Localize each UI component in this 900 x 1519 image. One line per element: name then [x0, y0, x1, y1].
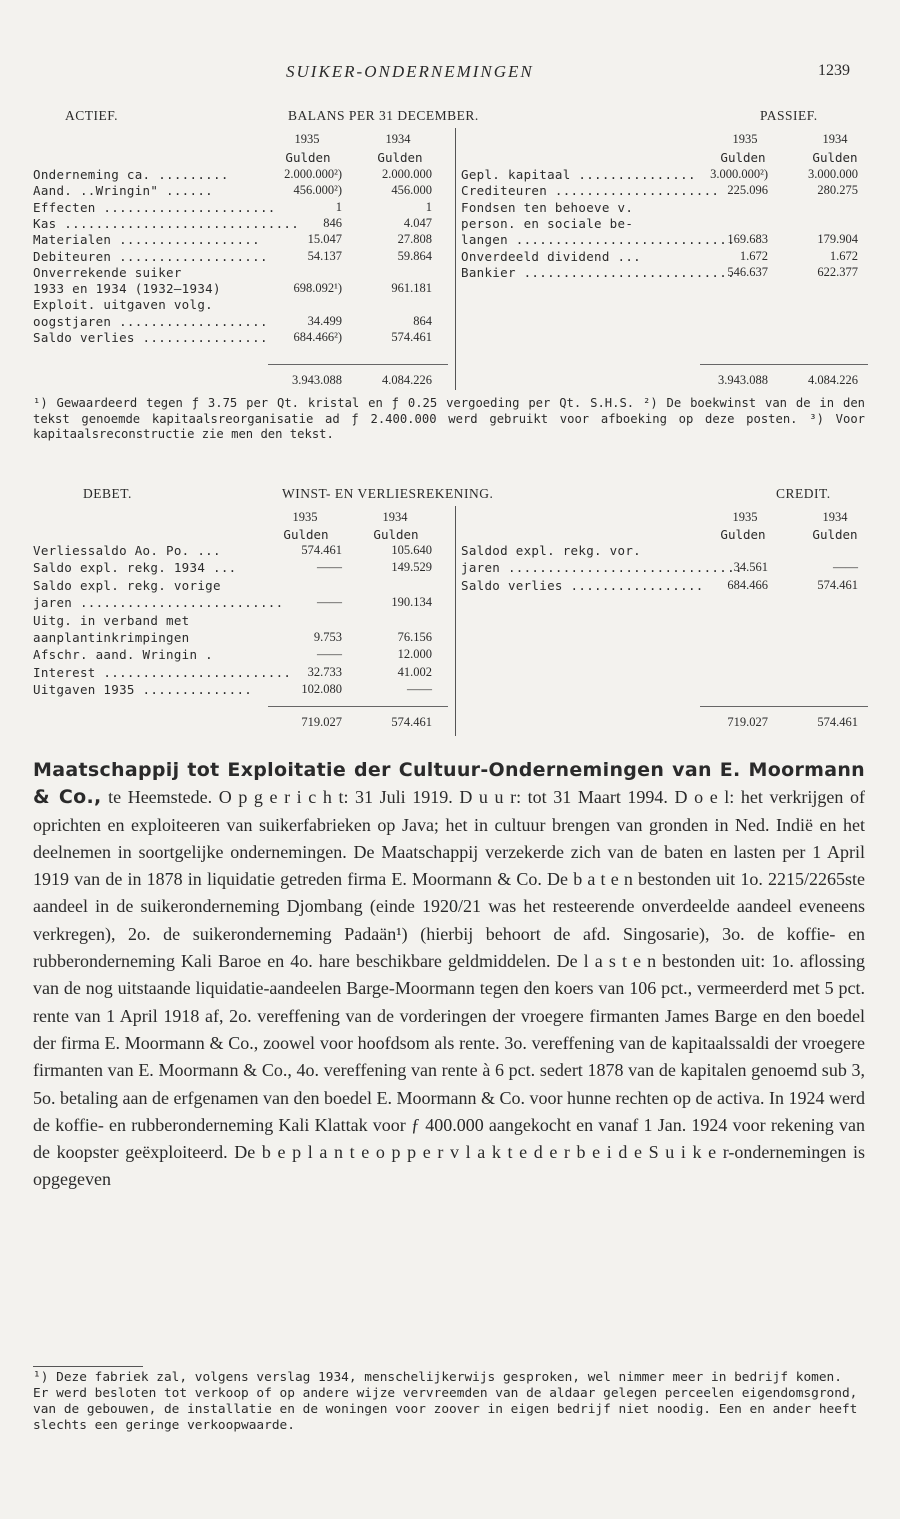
passiva-row-label: langen ............................: [461, 232, 735, 248]
debet-row-value-1935: 102.080: [301, 682, 342, 697]
passiva-row-label: Bankier ...........................: [461, 264, 735, 280]
debet-row-label: aanplantinkrimpingen: [33, 630, 190, 645]
debet-row-label: Uitg. in verband met: [33, 612, 190, 628]
activa-row-value-1934: 1: [425, 199, 432, 214]
activa-row-value-1934: 864: [413, 313, 432, 328]
credit-row-label: Saldod expl. rekg. vor.: [461, 543, 641, 558]
activa-unit-1935: Gulden: [285, 150, 331, 165]
activa-total-rule: [268, 364, 448, 365]
article-text: te Heemstede. O p g e r i c h t: 31 Juli 1919. D u u r: tot 31 Maart 1994. D o e l: het verkrijgen of oprichten en exploiteeren van suikerfabrieken op Java; het in cultuur brengen van gronden in Ned. Indië en het deelnemen in soortgelijke ondernemingen. De Maatschappij verzekerde zich van de baten en lasten per 1 April 1919 van de in 1878 in liquidatie getreden firma E. Moormann & Co. De b a t e n bestonden uit 1o. 2215/2265ste aandeel in de suikeronderneming Djombang (einde 1920/21 was het resteerende onverdeelde aandeel eveneens verkregen), 2o. de suikeronderneming Padaän¹) (hierbij behoort de afd. Singosarie), 3o. de koffie- en rubberonderneming Kali Baroe en 4o. hare beschikbare geldmiddelen. De l a s t e n bestonden uit: 1o. aflossing van de nog uitstaande liquidatie-aandeelen Barge-Moormann tegen den koers van 106 pct., vermeerderd met 5 pct. rente van 1 April 1918 af, 2o. vereffening van de vorderingen der vroegere firmanten James Barge en den boedel der firma E. Moormann & Co., zoowel voor hoofdsom als rente. 3o. vereffening van de kapitaalssaldi der vroegere firmanten van E. Moormann & Co., 4o. vereffening van rente à 6 pct. sedert 1878 van de kapitalen genoemd sub 3, 5o. betaling aan de erfgenamen van den boedel E. Moormann & Co. voor hunne rechten op de activa. In 1924 werd de koffie- en rubberonderneming Kali Klattak voor ƒ 400.000 aangekocht en vanaf 1 Jan. 1924 voor rekening van de koopster geëxploiteerd. De b e p l a n t e o p p e r v l a k t e d e r b e i d e S u i k e r-ondernemingen is opgegeven: [33, 787, 865, 1190]
debet-total-1935: 719.027: [301, 715, 342, 729]
credit-row-value-1935: 34.561: [733, 560, 768, 575]
balans-footnotes: ¹) Gewaardeerd tegen ƒ 3.75 per Qt. kristal en ƒ 0.25 vergoeding per Qt. S.H.S. ²) De boekwinst van de in den tekst genoemde kapitaalsreorganisatie ad ƒ 2.400.000 werd gebruikt voor afboeking op deze posten. ³) Voor kapitaalsreconstructie zie men den tekst.: [33, 396, 865, 441]
activa-row-label: Kas ..............................: [33, 215, 300, 231]
balans-title: BALANS PER 31 DECEMBER.: [288, 108, 479, 123]
debet-row-value-1934: 41.002: [397, 664, 432, 679]
credit-total-1934: 574.461: [817, 715, 858, 729]
passiva-total-1934: 4.084.226: [808, 373, 858, 387]
debet-row-value-1935: 574.461: [301, 543, 342, 557]
debet-row-value-1934: 76.156: [397, 630, 432, 644]
activa-row-label: Exploit. uitgaven volg.: [33, 297, 213, 313]
activa-row-label: Saldo verlies ................: [33, 330, 268, 345]
credit-total-rule: [700, 706, 868, 707]
activa-row-label: 1933 en 1934 (1932—1934): [33, 281, 221, 297]
debet-title: DEBET.: [83, 486, 132, 501]
debet-row-value-1935: ——: [317, 560, 342, 575]
activa-year-1935: 1935: [294, 132, 320, 146]
debet-row-label: Uitgaven 1935 ..............: [33, 682, 253, 698]
passief-title: PASSIEF.: [760, 108, 818, 123]
passiva-row-label: Onverdeeld dividend ...: [461, 248, 641, 264]
passiva-total-rule: [700, 364, 868, 365]
debet-row-value-1935: ——: [317, 647, 342, 662]
activa-row-label: Onderneming ca. .........: [33, 167, 229, 182]
article-footnote: ¹) Deze fabriek zal, volgens verslag 1934, menschelijkerwijs gesproken, wel nimmer meer in bedrijf komen. Er werd besloten tot verkoop of op andere wijze vervreemden van de aldaar gelegen perceelen eigendomsgrond, van de gebouwen, de installatie en de woningen voor zoover in eigen bedrijf niet noodig. Een en ander heeft slechts een geringe verkoopwaarde.: [33, 1370, 858, 1433]
activa-row-label: oogstjaren ...................: [33, 313, 268, 329]
passiva-row-label: Gepl. kapitaal ...............: [461, 167, 696, 182]
article-body: [33, 757, 865, 1194]
passiva-row-value-1935: 225.096: [727, 183, 768, 198]
activa-row-value-1935: 698.092¹): [293, 281, 342, 296]
passiva-row-value-1934: 3.000.000: [808, 167, 858, 181]
activa-year-1934: 1934: [385, 132, 411, 146]
debet-row-value-1934: 105.640: [391, 543, 432, 557]
page-number: 1239: [818, 62, 850, 79]
passiva-row-value-1935: 1.672: [739, 248, 768, 263]
passiva-unit-1934: Gulden: [812, 150, 858, 165]
activa-row-label: Debiteuren ...................: [33, 248, 268, 264]
passiva-row-value-1935: 3.000.000²): [710, 167, 768, 181]
credit-total-1935: 719.027: [727, 715, 768, 729]
passiva-row-label: Fondsen ten behoeve v.: [461, 199, 634, 215]
credit-row-label: jaren ..............................: [461, 560, 743, 576]
debet-unit-1934: Gulden: [373, 527, 419, 542]
debet-row-label: jaren ..........................: [33, 595, 284, 611]
activa-row-value-1934: 456.000: [391, 183, 432, 198]
debet-row-value-1934: 190.134: [391, 595, 432, 610]
credit-row-label: Saldo verlies .................: [461, 577, 704, 593]
debet-row-label: Verliessaldo Ao. Po. ...: [33, 543, 221, 558]
passiva-unit-1935: Gulden: [720, 150, 766, 165]
passiva-row-value-1934: 179.904: [817, 232, 858, 247]
debet-total-1934: 574.461: [391, 715, 432, 729]
activa-row-label: Aand. ..Wringin" ......: [33, 183, 213, 199]
activa-unit-1934: Gulden: [377, 150, 423, 165]
debet-total-rule: [268, 706, 448, 707]
winst-divider: [455, 506, 456, 736]
article-heading: Maatschappij tot Exploitatie der Cultuur-Ondernemingen van E. Moormann & Co.,: [33, 759, 865, 809]
credit-row-value-1934: ——: [833, 560, 858, 575]
balans-divider: [455, 128, 456, 390]
activa-total-1935: 3.943.088: [292, 373, 342, 387]
credit-title: CREDIT.: [776, 486, 831, 501]
activa-row-label: Materialen ..................: [33, 232, 260, 248]
activa-row-value-1934: 59.864: [397, 248, 432, 263]
debet-unit-1935: Gulden: [283, 527, 329, 542]
activa-row-value-1934: 961.181: [391, 281, 432, 296]
debet-row-label: Saldo expl. rekg. 1934 ...: [33, 560, 237, 576]
credit-row-value-1935: 684.466: [727, 577, 768, 592]
actief-title: ACTIEF.: [65, 108, 119, 123]
activa-row-label: Effecten ......................: [33, 199, 276, 215]
credit-unit-1935: Gulden: [720, 527, 766, 542]
activa-row-value-1935: 456.000²): [293, 183, 342, 198]
activa-row-value-1934: 574.461: [391, 330, 432, 344]
activa-row-label: Onverrekende suiker: [33, 264, 182, 280]
debet-row-value-1934: 149.529: [391, 560, 432, 575]
passiva-row-label: person. en sociale be-: [461, 215, 634, 231]
activa-row-value-1935: 54.137: [307, 248, 342, 263]
passiva-row-value-1934: 280.275: [817, 183, 858, 198]
credit-year-1935: 1935: [732, 510, 758, 524]
activa-row-value-1935: 2.000.000²): [284, 167, 342, 181]
activa-row-value-1935: 684.466²): [293, 330, 342, 344]
passiva-year-1934: 1934: [822, 132, 848, 146]
passiva-year-1935: 1935: [732, 132, 758, 146]
passiva-row-label: Crediteuren .....................: [461, 183, 720, 199]
credit-unit-1934: Gulden: [812, 527, 858, 542]
activa-row-value-1935: 1: [335, 199, 342, 214]
passiva-row-value-1935: 546.637: [727, 264, 768, 279]
debet-row-label: Interest ........................: [33, 664, 292, 680]
debet-row-value-1935: 32.733: [307, 664, 342, 679]
activa-total-1934: 4.084.226: [382, 373, 432, 387]
passiva-row-value-1935: 169.683: [727, 232, 768, 247]
winst-title: WINST- EN VERLIESREKENING.: [282, 486, 494, 501]
credit-row-value-1934: 574.461: [817, 577, 858, 592]
debet-row-value-1934: 12.000: [397, 647, 432, 662]
debet-row-value-1935: 9.753: [313, 630, 342, 644]
activa-row-value-1934: 4.047: [403, 215, 432, 230]
passiva-row-value-1934: 1.672: [829, 248, 858, 263]
passiva-row-value-1934: 622.377: [817, 264, 858, 279]
debet-row-label: Saldo expl. rekg. vorige: [33, 577, 221, 593]
activa-row-value-1935: 34.499: [307, 313, 342, 328]
debet-row-label: Afschr. aand. Wringin .: [33, 647, 213, 663]
activa-row-value-1934: 27.808: [397, 232, 432, 247]
activa-row-value-1934: 2.000.000: [382, 167, 432, 181]
activa-row-value-1935: 15.047: [307, 232, 342, 247]
debet-year-1934: 1934: [382, 510, 408, 524]
debet-year-1935: 1935: [292, 510, 318, 524]
footnote-rule: [33, 1366, 143, 1367]
activa-row-value-1935: 846: [323, 215, 342, 230]
credit-year-1934: 1934: [822, 510, 848, 524]
debet-row-value-1935: ——: [317, 595, 342, 610]
debet-row-value-1934: ——: [407, 682, 432, 697]
page-header-title: SUIKER-ONDERNEMINGEN: [286, 62, 534, 81]
passiva-total-1935: 3.943.088: [718, 373, 768, 387]
